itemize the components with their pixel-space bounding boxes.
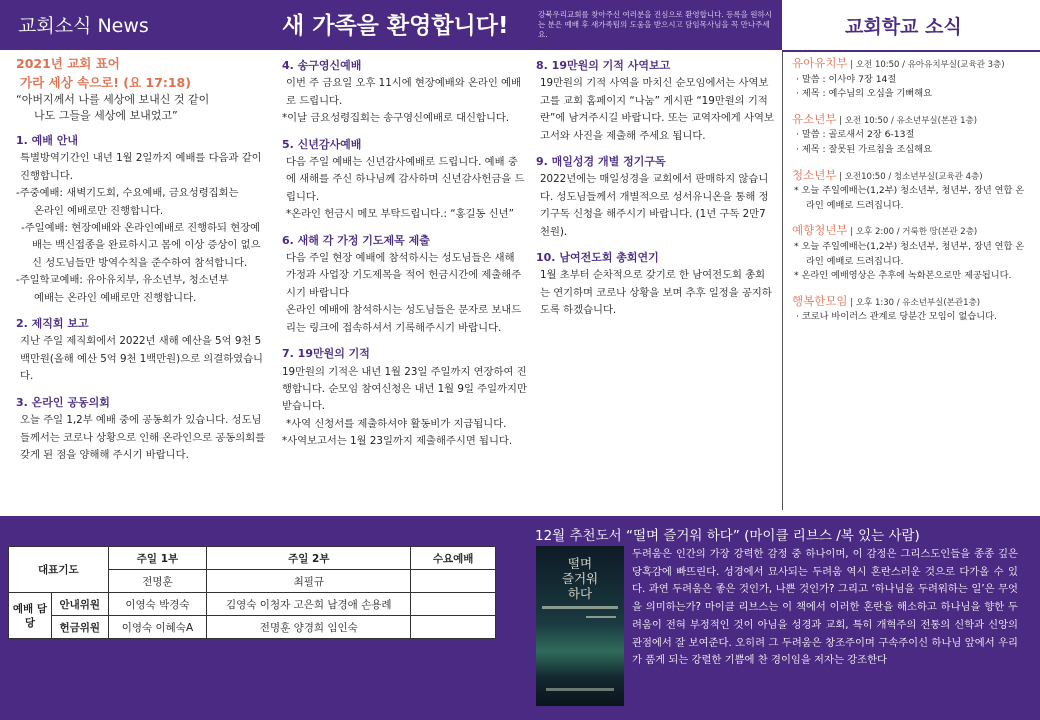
motto-line: 가라 세상 속으로! (요 17:18) (20, 75, 191, 90)
notice-6-body: 다음 주일 현장 예배에 참석하시는 성도님들은 새해 가정과 사업장 기도제목을 적어 헌금시간에 제출해주시기 바랍니다 (286, 252, 522, 299)
notice-3-body: 오늘 주일 1,2부 예배 중에 공동회가 있습니다. 성도님들께서는 코로나 상황으로 인해 온라인으로 공동의회를 갖게 된 점을 양해해 주시기 바랍니다. (20, 414, 266, 461)
happy-group-heading (792, 294, 1032, 311)
offering-wednesday (411, 616, 496, 639)
notice-7-note-1: *사역 신청서를 제출하셔야 활동비가 지급됩니다. (286, 417, 507, 430)
offering-first: 이영숙 이혜숙A (108, 616, 207, 639)
teen-name: 청소년부 (792, 167, 837, 182)
kinder-scripture: · 말씀 : 이사야 7장 14절 (796, 73, 897, 85)
book-title: 12월 추천도서 “떨며 즐거워 하다” (마이클 리브스 /복 있는 사람) (535, 528, 920, 544)
rep-prayer-first: 전명훈 (108, 570, 207, 593)
book-cover-subtitle-line (542, 606, 618, 609)
book-cover-author-line (586, 616, 616, 618)
notice-1-bullet-3b: 예배는 온라인 예배로만 진행합니다. (34, 291, 197, 304)
youth-heading (792, 112, 1032, 129)
notice-7-body: 19만원의 기적은 내년 1월 23일 주일까지 연장하여 진행합니다. 순모임 참여신청은 내년 1월 9일 주일까지만 받습니다. (282, 365, 527, 413)
notice-4-body: 이번 주 금요일 오후 11시에 현장예배와 온라인 예배로 드립니다. (286, 77, 521, 107)
news-title: 교회소식 News (18, 15, 149, 37)
kinder-name: 유아유치부 (792, 56, 848, 70)
youth-meta: | 오전 10:50 / 유소년부실(본관 1층) (836, 115, 978, 126)
book-description: 두려움은 인간의 가장 강력한 감정 중 하나이며, 이 감정은 그리스도인들을 종종 깊은 당혹감에 빠뜨린다. 성경에서 묘사되는 두려움 역시 혼란스러운 것으로 다가올 수 있다. 과연 두려움은 좋은 것인가, 나쁜 것인가? 그리고 ‘하나님을 두려워하는 일’은 무엇을 의미하는가? 마이클 리브스는 이 책에서 이러한 혼란을 해소하고 하나님을 향한 두려움이 전혀 부정적인 것이 아님을 성경과 교회, 특히 개혁주의 전통의 신학과 신앙의 관점에서 잘 보여준다. 오히려 그 두려움은 창조주이며 구속주이신 하나님 앞에서 우리가 품게 되는 강렬한 기쁨에 찬 경이임을 저자는 강조한다 (632, 548, 1018, 667)
header-first-service: 주일 1부 (108, 547, 207, 570)
young-adult-meta: | 오후 2:00 / 거룩한 땅(본관 2층) (847, 227, 978, 238)
notice-1-title: 1. 예배 안내 (16, 134, 78, 147)
young-adult-notice-2: * 온라인 예배영상은 추후에 녹화본으로만 제공됩니다. (794, 270, 1012, 282)
news-column-3 (536, 54, 774, 320)
notice-5-body: 다음 주일 예배는 신년감사예배로 드립니다. 예배 중에 새해를 주신 하나님께 감사하며 신년감사헌금을 드립니다. (286, 156, 525, 203)
motto-verse-2: 나도 그들을 세상에 보내었고” (34, 109, 178, 122)
offering-label: 헌금위원 (51, 616, 108, 639)
worship-duty-table (8, 546, 496, 639)
young-adult-name: 예향청년부 (792, 223, 848, 238)
motto-heading: 2021년 교회 표어 (16, 56, 120, 71)
rep-prayer-wednesday (411, 570, 496, 593)
rep-prayer-label: 대표기도 (9, 547, 109, 593)
notice-4-note: *이날 금요성령집회는 송구영신예배로 대신합니다. (282, 112, 510, 125)
notice-1-bullet-1: -주중예배: 새벽기도회, 수요예배, 금요성령집회는 (16, 187, 239, 200)
usher-first: 이영숙 박경숙 (108, 593, 207, 616)
offering-second: 전명훈 양경희 임인숙 (207, 616, 411, 639)
notice-9-title: 9. 매일성경 개별 정기구독 (536, 155, 666, 169)
happy-group-notice: · 코로나 바이러스 관계로 당분간 모임이 없습니다. (796, 311, 997, 323)
notice-6-body-2: 온라인 예배에 참석하시는 성도님들은 문자로 보내드리는 링크에 접속하셔서 기록해주시기 바랍니다. (286, 304, 522, 334)
notice-9-body: 2022년에는 매일성경을 교회에서 판매하지 않습니다. 성도님들께서 개별적으로 성서유니온을 통해 정기구독 신청을 해주시기 바랍니다. (1년 구독 2만7천원). (540, 173, 769, 238)
school-news-column (792, 54, 1032, 325)
notice-10-body: 1월 초부터 순차적으로 갖기로 한 남여전도회 총회는 연기하며 코로나 상황을 보며 추후 일정을 공지하도록 하겠습니다. (540, 269, 772, 317)
table-row (9, 593, 496, 616)
book-cover-footer-line (546, 688, 614, 691)
notice-6-title: 6. 새해 각 가정 기도제목 제출 (282, 233, 430, 247)
book-cover-line-2: 즐거워 (561, 571, 599, 586)
kinder-heading (792, 56, 1032, 73)
rep-prayer-second: 최필규 (207, 570, 411, 593)
notice-7-note-2: *사역보고서는 1월 23일까지 제출해주시면 됩니다. (282, 435, 513, 448)
notice-5-title: 5. 신년감사예배 (282, 137, 362, 151)
notice-2-body: 지난 주일 제직회에서 2022년 새해 예산을 5억 9천 5백만원(올해 예산 5억 9천 1백만원)으로 의결하였습니다. (20, 335, 263, 383)
book-cover-line-3: 하다 (567, 586, 593, 601)
header-second-service: 주일 2부 (207, 547, 411, 570)
usher-second: 김영숙 이청자 고은희 남경애 손용례 (207, 593, 411, 616)
happy-group-meta: | 오후 1:30 / 유소년부실(본관1층) (847, 297, 981, 308)
notice-1-intro: 특별방역기간인 내년 1월 2일까지 예배를 다음과 같이 진행합니다. (20, 152, 262, 182)
youth-scripture: · 말씀 : 골로새서 2장 6-13절 (796, 129, 915, 141)
book-cover-title (536, 556, 624, 601)
header-wednesday-service: 수요예배 (411, 547, 496, 570)
young-adult-heading (792, 223, 1032, 240)
kinder-topic: · 제목 : 예수님의 오심을 기뻐해요 (796, 88, 932, 100)
teen-meta: | 오전10:50 / 청소년부실(교육관 4층) (836, 171, 983, 182)
notice-1-bullet-3: -주일학교예배: 유아유치부, 유소년부, 청소년부 (16, 274, 229, 287)
notice-2-title: 2. 제직회 보고 (16, 317, 89, 331)
welcome-title: 새 가족을 환영합니다! (282, 13, 509, 39)
youth-topic: · 제목 : 잘못된 가르침을 조심해요 (796, 143, 932, 155)
news-column-1 (16, 54, 268, 464)
notice-1-bullet-2: -주일예배: 현장예배와 온라인예배로 진행하되 현장예배는 백신접종을 완료하시고 몸에 이상 증상이 없으신 성도님들만 방역수칙을 준수하여 참석합니다. (21, 222, 261, 269)
notice-8-title: 8. 19만원의 기적 사역보고 (536, 59, 671, 72)
notice-5-note: *온라인 헌금시 메모 부탁드립니다.: “홍길동 신년” (286, 208, 514, 221)
youth-name: 유소년부 (792, 111, 837, 126)
young-adult-notice-1: * 오늘 주일예배는(1,2부) 청소년부, 청년부, 장년 연합 온라인 예배로 드려집니다. (794, 240, 1025, 267)
usher-label: 안내위원 (51, 593, 108, 616)
table-row (9, 547, 496, 570)
motto-verse-1: “아버지께서 나를 세상에 보내신 것 같이 (16, 93, 210, 106)
teen-notice: * 오늘 주일예배는(1,2부) 청소년부, 청년부, 장년 연합 온라인 예배로 드려집니다. (794, 185, 1025, 211)
teen-heading (792, 168, 1032, 185)
notice-4-title: 4. 송구영신예배 (282, 59, 362, 72)
book-cover-image (536, 546, 624, 706)
news-column-2 (282, 54, 527, 451)
school-title: 교회학교 소식 (845, 16, 962, 38)
notice-10-title: 10. 남여전도회 총회연기 (536, 251, 659, 265)
happy-group-name: 행복한모임 (792, 293, 848, 308)
usher-wednesday (411, 593, 496, 616)
kinder-meta: | 오전 10:50 / 유아유치부실(교육관 3층) (847, 60, 1005, 70)
welcome-note: 강북우리교회를 찾아주신 여러분을 진심으로 환영합니다. 등록을 원하시는 분은 예배 후 새가족팀의 도움을 받으시고 담임목사님을 꼭 만나주세요. (538, 10, 773, 39)
notice-3-title: 3. 온라인 공동의회 (16, 395, 110, 409)
notice-1-bullet-1b: 온라인 예배로만 진행합니다. (34, 204, 164, 217)
notice-8-body: 19만원의 기적 사역을 마치신 순모임에서는 사역보고를 교회 홈페이지 “나눔” 게시판 “19만원의 기적란”에 남겨주시길 바랍니다. 또는 교역자에게 사역보고서와 사진을 제출해 주세요 됩니다. (540, 77, 774, 142)
column-divider (782, 52, 783, 510)
notice-7-title: 7. 19만원의 기적 (282, 347, 370, 361)
duty-label: 예배 담당 (9, 593, 52, 639)
table-row (9, 616, 496, 639)
book-cover-line-1: 떨며 (567, 556, 593, 571)
